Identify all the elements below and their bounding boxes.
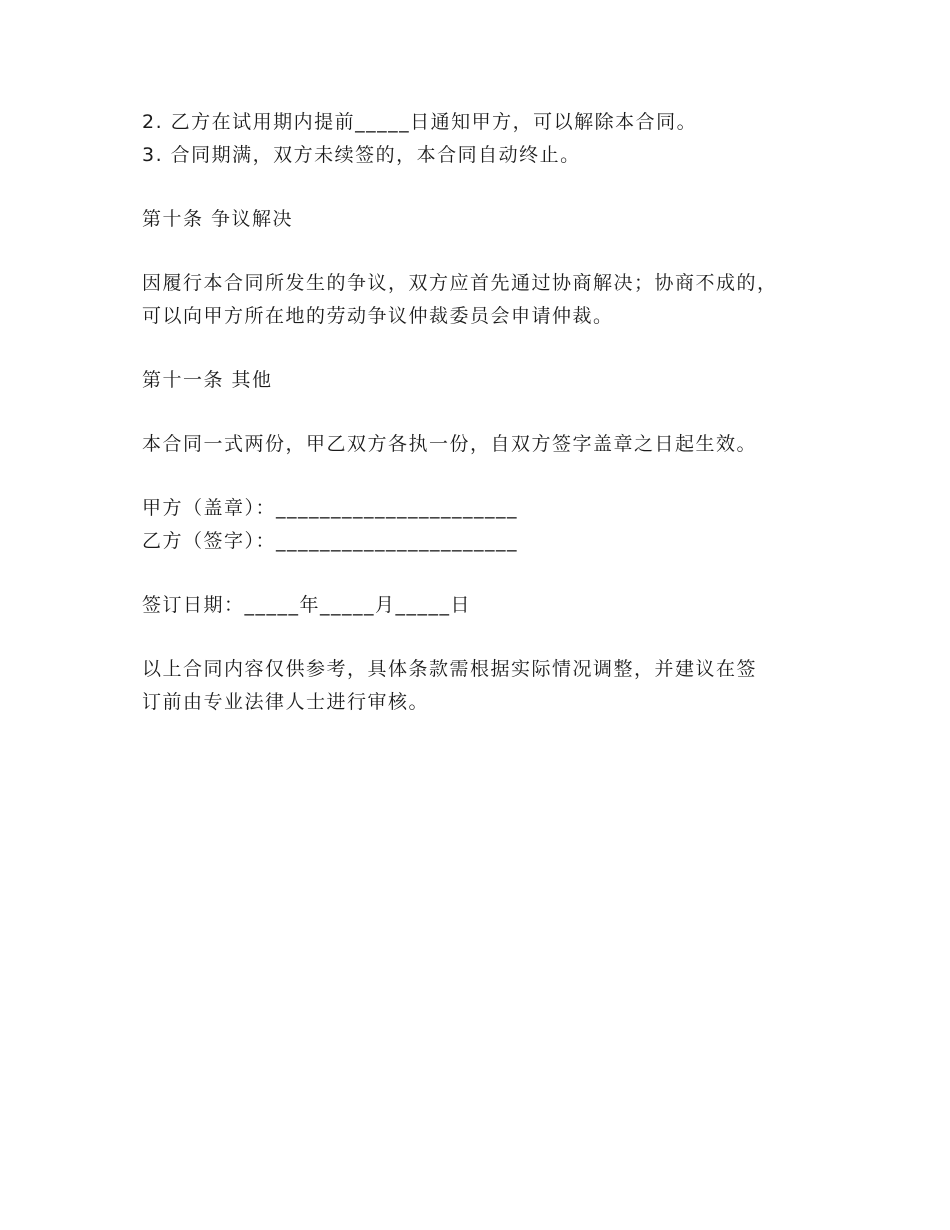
spacer — [142, 622, 842, 653]
party-a-signature-line: 甲方（盖章）：______________________ — [142, 497, 519, 519]
spacer — [142, 461, 842, 492]
party-b-signature-line: 乙方（签字）：______________________ — [142, 530, 519, 552]
spacer — [142, 558, 842, 589]
spacer — [142, 236, 842, 267]
clause-item-3: 3. 合同期满，双方未续签的，本合同自动终止。 — [142, 144, 581, 166]
spacer — [142, 333, 842, 364]
article-10-body-line-2: 可以向甲方所在地的劳动争议仲裁委员会申请仲裁。 — [142, 305, 614, 327]
disclaimer-line-1: 以上合同内容仅供参考，具体条款需根据实际情况调整，并建议在签 — [142, 658, 758, 680]
article-10-heading: 第十条 争议解决 — [142, 208, 294, 230]
sign-date-line: 签订日期：_____年_____月_____日 — [142, 594, 472, 616]
article-11-heading: 第十一条 其他 — [142, 369, 273, 391]
article-11-body: 本合同一式两份，甲乙双方各执一份，自双方签字盖章之日起生效。 — [142, 433, 758, 455]
disclaimer-line-2: 订前由专业法律人士进行审核。 — [142, 691, 430, 713]
clause-item-2: 2. 乙方在试用期内提前_____日通知甲方，可以解除本合同。 — [142, 111, 698, 133]
spacer — [142, 172, 842, 203]
spacer — [142, 397, 842, 428]
article-10-body-line-1: 因履行本合同所发生的争议，双方应首先通过协商解决；协商不成的， — [142, 272, 778, 294]
contract-page — [142, 106, 842, 719]
